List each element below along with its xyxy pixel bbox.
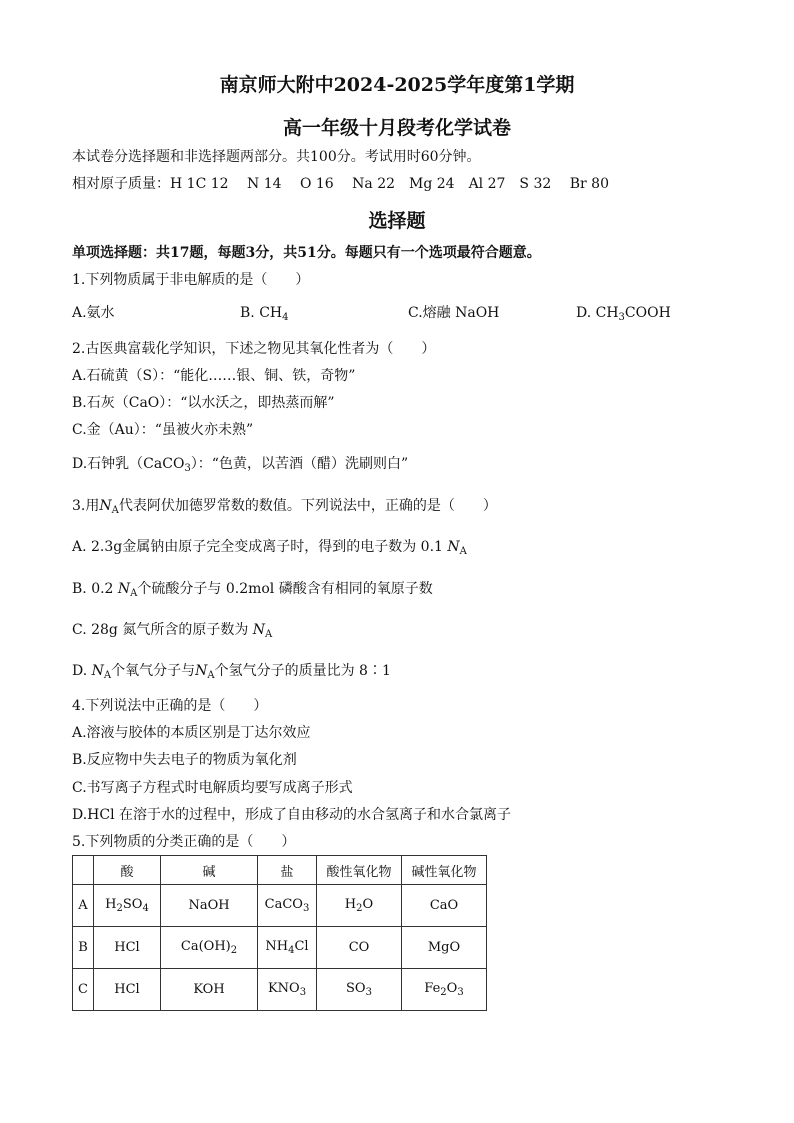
q2-option-b: B.石灰（CaO）：“以水沃之，即热蒸而解” <box>72 395 335 411</box>
q2-option-c: C.金（Au）：“虽被火亦未熟” <box>72 422 254 438</box>
exam-intro: 本试卷分选择题和非选择题两部分。共100分。考试用时60分钟。 <box>72 149 481 165</box>
q4-option-b: B.反应物中失去电子的物质为氧化剂 <box>72 752 297 768</box>
table-header-cell: 酸 <box>94 856 161 885</box>
q2-option-d: D.石钟乳（CaCO$_3$）：“色黄，以苦酒（醋）洗刷则白” <box>72 456 409 474</box>
q3-stem: 3.用$N_A$代表阿伏加德罗常数的数值。下列说法中，正确的是（ ） <box>72 498 497 516</box>
table-header-row <box>73 856 487 885</box>
q1-option-c: C.熔融 NaOH <box>408 305 500 321</box>
q4-option-c: C.书写离子方程式时电解质均要写成离子形式 <box>72 780 353 796</box>
q4-option-d: D.HCl 在溶于水的过程中，形成了自由移动的水合氢离子和水合氯离子 <box>72 807 512 823</box>
base-cell: $Ca(OH)_2$ <box>161 927 258 969</box>
acid-cell: HCl <box>94 969 161 1011</box>
salt-cell: $NH_4Cl$ <box>258 927 317 969</box>
q3-option-c: C. 28g 氮气所含的原子数为 $N_A$ <box>72 622 273 640</box>
table-header-cell: 碱性氧化物 <box>402 856 487 885</box>
acidic-oxide-cell: CO <box>317 927 402 969</box>
row-label: C <box>73 969 94 1011</box>
acid-cell: HCl <box>94 927 161 969</box>
table-header-cell: 碱 <box>161 856 258 885</box>
classification-table <box>72 855 487 1011</box>
q4-stem: 4.下列说法中正确的是（ ） <box>72 698 268 714</box>
acidic-oxide-cell: $H_2O$ <box>317 885 402 927</box>
table-header-cell <box>73 856 94 885</box>
basic-oxide-cell: CaO <box>402 885 487 927</box>
acidic-oxide-cell: $SO_3$ <box>317 969 402 1011</box>
q1-option-d: D. $CH_3COOH$ <box>576 305 671 323</box>
q2-stem: 2.古医典富载化学知识，下述之物见其氧化性者为（ ） <box>72 341 436 357</box>
salt-cell: CaCO$_3$ <box>258 885 317 927</box>
base-cell: KOH <box>161 969 258 1011</box>
basic-oxide-cell: $Fe_2O_3$ <box>402 969 487 1011</box>
salt-cell: $KNO_3$ <box>258 969 317 1011</box>
acid-cell: $H_2SO_4$ <box>94 885 161 927</box>
q4-option-a: A.溶液与胶体的本质区别是丁达尔效应 <box>72 725 311 741</box>
q1-option-b: B. $CH_4$ <box>240 305 289 323</box>
section-title: 选择题 <box>368 210 426 232</box>
table-header-cell: 盐 <box>258 856 317 885</box>
q5-stem: 5.下列物质的分类正确的是（ ） <box>72 834 296 850</box>
q1-option-a: A.氨水 <box>72 305 115 321</box>
table-header-cell: 酸性氧化物 <box>317 856 402 885</box>
base-cell: NaOH <box>161 885 258 927</box>
q3-option-a: A. 2.3g金属钠由原子完全变成离子时，得到的电子数为 0.1 $N_A$ <box>72 539 467 557</box>
basic-oxide-cell: MgO <box>402 927 487 969</box>
exam-subtitle: 高一年级十月段考化学试卷 <box>282 117 511 139</box>
row-label: B <box>73 927 94 969</box>
q2-option-a: A.石硫黄（S）：“能化……银、铜、铁，奇物” <box>72 368 356 384</box>
atomic-masses: 相对原子质量：H 1C 12 N 14 O 16 Na 22 Mg 24 Al 27 S 32 Br 80 <box>72 176 609 192</box>
q3-option-b: B. 0.2 $N_A$个硫酸分子与 0.2mol 磷酸含有相同的氧原子数 <box>72 581 433 599</box>
exam-title: 南京师大附中2024-2025学年度第1学期 <box>219 74 575 96</box>
q1-stem: 1.下列物质属于非电解质的是（ ） <box>72 272 310 288</box>
table-row <box>73 969 487 1011</box>
table-row <box>73 927 487 969</box>
table-row <box>73 885 487 927</box>
section-instructions: 单项选择题：共17题，每题3分，共51分。每题只有一个选项最符合题意。 <box>72 245 541 261</box>
row-label: A <box>73 885 94 927</box>
q3-option-d: D. $N_A$个氧气分子与$N_A$个氢气分子的质量比为 8∶1 <box>72 663 391 681</box>
